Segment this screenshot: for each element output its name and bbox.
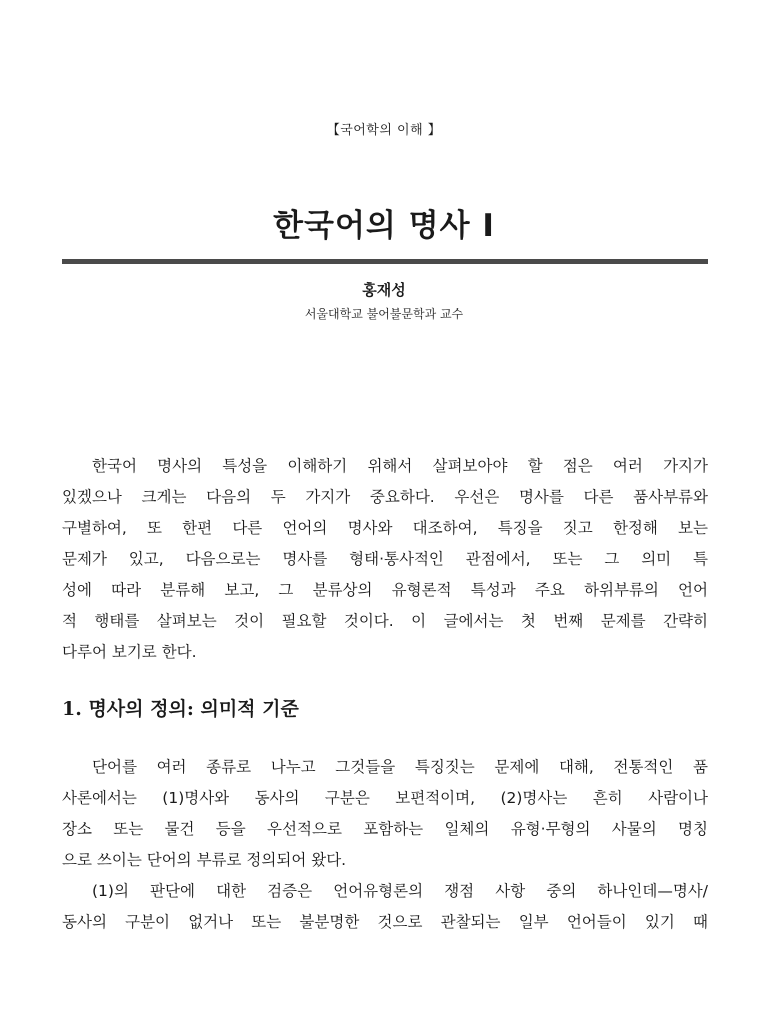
section-line: 동사의 구분이 없거나 또는 불분명한 것으로 관찰되는 일부 언어들이 있기 때	[62, 913, 708, 931]
intro-paragraph	[62, 451, 708, 668]
intro-line: 성에 따라 분류해 보고, 그 분류상의 유형론적 특성과 주요 하위부류의 언어	[62, 581, 708, 599]
intro-line: 문제가 있고, 다음으로는 명사를 형태·통사적인 관점에서, 또는 그 의미 특	[62, 550, 708, 568]
section-heading: 1. 명사의 정의: 의미적 기준	[62, 698, 299, 720]
intro-line: 적 행태를 살펴보는 것이 필요할 것이다. 이 글에서는 첫 번째 문제를 간략히	[62, 612, 708, 630]
author-name: 홍재성	[362, 281, 406, 299]
section-line: 장소 또는 물건 등을 우선적으로 포함하는 일체의 유형·무형의 사물의 명칭	[62, 820, 708, 838]
intro-line: 있겠으나 크게는 다음의 두 가지가 중요하다. 우선은 명사를 다른 품사부류와	[62, 488, 708, 506]
intro-line: 구별하여, 또 한편 다른 언어의 명사와 대조하여, 특징을 짓고 한정해 보는	[62, 519, 708, 537]
intro-line: 다루어 보기로 한다.	[62, 643, 197, 661]
section-line: 사론에서는 (1)명사와 동사의 구분은 보편적이며, (2)명사는 흔히 사람이나	[62, 789, 708, 807]
author-affiliation: 서울대학교 불어불문학과 교수	[304, 307, 464, 321]
section-line: (1)의 판단에 대한 검증은 언어유형론의 쟁점 사항 중의 하나인데—명사/	[92, 882, 708, 900]
title-divider	[62, 259, 708, 264]
section-line: 으로 쓰이는 단어의 부류로 정의되어 왔다.	[62, 851, 347, 869]
section-line: 단어를 여러 종류로 나누고 그것들을 특징짓는 문제에 대해, 전통적인 품	[92, 758, 708, 776]
intro-line: 한국어 명사의 특성을 이해하기 위해서 살펴보아야 할 점은 여러 가지가	[92, 457, 708, 475]
series-label: 【국어학의 이해 】	[326, 123, 442, 138]
section-body	[62, 752, 708, 938]
article-title: 한국어의 명사 Ⅰ	[273, 208, 495, 244]
